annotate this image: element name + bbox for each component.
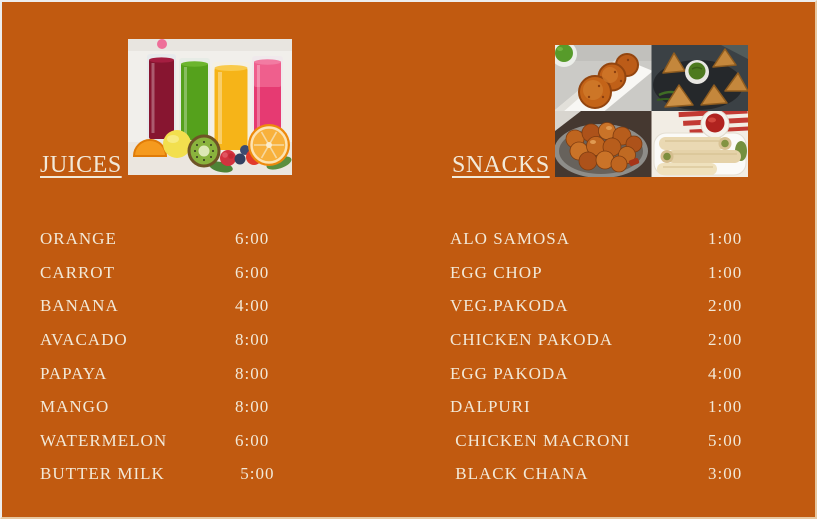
item-name: EGG CHOP	[450, 262, 543, 282]
menu-item-row	[40, 356, 380, 390]
menu-item-row	[450, 356, 800, 390]
menu-item-row	[40, 323, 380, 357]
item-name: CARROT	[40, 262, 115, 282]
item-price: 5:00	[235, 464, 275, 484]
juices-section-title: JUICES	[40, 152, 122, 178]
item-name: BANANA	[40, 296, 119, 316]
item-name: AVACADO	[40, 330, 128, 350]
menu-item-row	[40, 289, 380, 323]
menu-item-row	[450, 424, 800, 458]
item-name: ALO SAMOSA	[450, 229, 571, 249]
item-price: 5:00	[708, 430, 743, 450]
samosas-quadrant	[652, 45, 749, 111]
item-price: 4:00	[235, 296, 270, 316]
item-name: BLACK CHANA	[450, 464, 589, 484]
snacks-section-title: SNACKS	[452, 152, 550, 178]
menu-item-row	[450, 457, 800, 491]
item-price: 8:00	[235, 363, 270, 383]
cutlets-quadrant	[555, 45, 653, 119]
item-price: 1:00	[708, 262, 743, 282]
item-price: 1:00	[708, 397, 743, 417]
item-price: 6:00	[235, 262, 270, 282]
item-name: WATERMELON	[40, 430, 168, 450]
item-name: MANGO	[40, 397, 110, 417]
item-name: ORANGE	[40, 229, 117, 249]
spring-rolls-quadrant	[652, 109, 749, 177]
item-price: 3:00	[708, 464, 743, 484]
item-name: DALPURI	[450, 397, 531, 417]
item-name: VEG.PAKODA	[450, 296, 569, 316]
item-price: 1:00	[708, 229, 743, 249]
item-name: PAPAYA	[40, 363, 108, 383]
menu-item-row	[450, 323, 800, 357]
menu-item-row	[40, 256, 380, 290]
item-name: BUTTER MILK	[40, 464, 165, 484]
item-price: 6:00	[235, 229, 270, 249]
item-price: 6:00	[235, 430, 270, 450]
menu-item-row	[450, 390, 800, 424]
menu-item-row	[450, 256, 800, 290]
item-name: EGG PAKODA	[450, 363, 569, 383]
menu-item-row	[40, 390, 380, 424]
menu-item-row	[450, 289, 800, 323]
snacks-photo	[555, 45, 748, 177]
item-name: CHICKEN PAKODA	[450, 330, 614, 350]
menu-item-row	[40, 424, 380, 458]
item-price: 8:00	[235, 330, 270, 350]
juices-photo	[128, 39, 292, 175]
menu-item-row	[40, 222, 380, 256]
menu-item-row	[450, 222, 800, 256]
menu-item-row	[40, 457, 380, 491]
snacks-list	[450, 222, 800, 491]
item-name: CHICKEN MACRONI	[450, 430, 631, 450]
item-price: 2:00	[708, 330, 743, 350]
item-price: 2:00	[708, 296, 743, 316]
item-price: 4:00	[708, 363, 743, 383]
pakoda-quadrant	[555, 111, 652, 177]
item-price: 8:00	[235, 397, 270, 417]
juices-list	[40, 222, 380, 491]
